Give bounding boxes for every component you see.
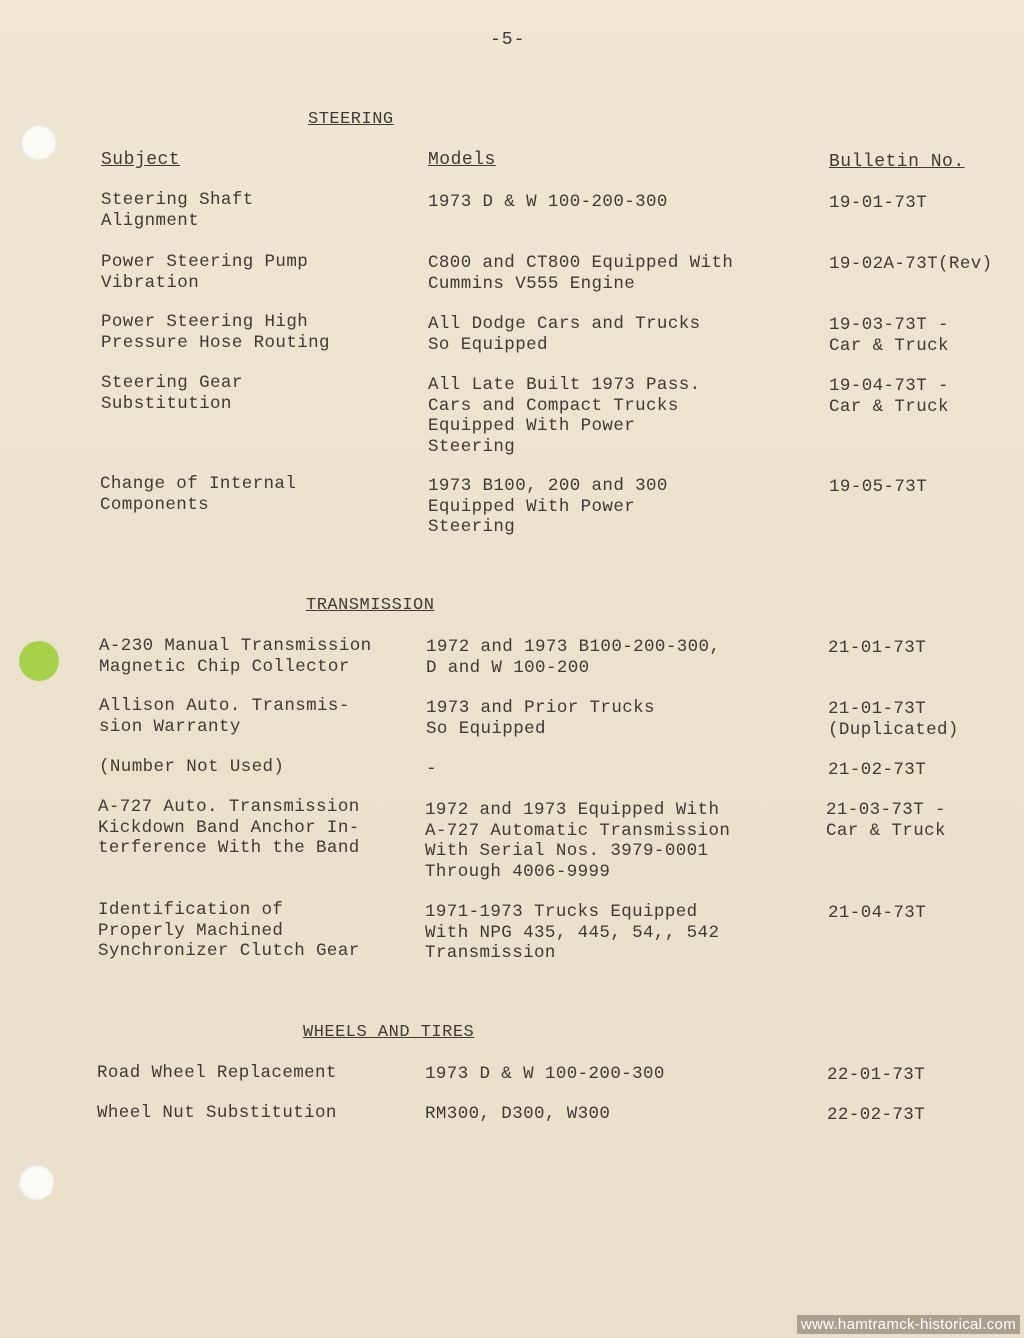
row-models: 1973 B100, 200 and 300 Equipped With Power Steering xyxy=(428,476,668,537)
row-subject: (Number Not Used) xyxy=(99,757,285,777)
row-subject: Identification of Properly Machined Synchronizer Clutch Gear xyxy=(98,900,360,961)
row-models: - xyxy=(426,759,437,779)
row-models: 1971-1973 Trucks Equipped With NPG 435, 445, 54,, 542 Transmission xyxy=(425,902,720,963)
column-header-models: Models xyxy=(428,150,496,170)
row-bulletin: 21-03-73T - Car & Truck xyxy=(826,800,946,841)
row-bulletin: 19-01-73T xyxy=(829,193,928,213)
row-bulletin: 21-01-73T xyxy=(828,638,927,658)
row-models: All Late Built 1973 Pass. Cars and Compact Trucks Equipped With Power Steering xyxy=(428,375,701,457)
row-subject: Wheel Nut Substitution xyxy=(97,1103,337,1123)
row-bulletin: 22-02-73T xyxy=(827,1105,926,1125)
row-models: C800 and CT800 Equipped With Cummins V555 Engine xyxy=(428,253,734,294)
binder-hole xyxy=(20,124,56,160)
row-models: RM300, D300, W300 xyxy=(425,1104,611,1124)
row-bulletin: 21-04-73T xyxy=(828,903,927,923)
section-title-wheels-and-tires: WHEELS AND TIRES xyxy=(303,1023,475,1042)
row-subject: Power Steering High Pressure Hose Routing xyxy=(101,312,330,353)
page-number: -5- xyxy=(490,30,526,50)
row-bulletin: 21-02-73T xyxy=(828,760,927,780)
row-subject: A-727 Auto. Transmission Kickdown Band Anchor In- terference With the Band xyxy=(98,797,360,858)
row-models: All Dodge Cars and Trucks So Equipped xyxy=(428,314,701,355)
row-subject: Steering Gear Substitution xyxy=(101,373,243,414)
row-subject: Power Steering Pump Vibration xyxy=(101,252,309,293)
row-models: 1973 D & W 100-200-300 xyxy=(428,192,668,212)
row-subject: A-230 Manual Transmission Magnetic Chip Collector xyxy=(99,636,372,677)
column-header-bulletin: Bulletin No. xyxy=(829,152,965,172)
row-models: 1972 and 1973 B100-200-300, D and W 100-200 xyxy=(426,637,721,678)
row-models: 1973 and Prior Trucks So Equipped xyxy=(426,698,655,739)
row-subject: Change of Internal Components xyxy=(100,474,297,515)
row-bulletin: 21-01-73T (Duplicated) xyxy=(828,699,959,740)
row-bulletin: 19-02A-73T(Rev) xyxy=(829,254,993,274)
row-bulletin: 19-04-73T - Car & Truck xyxy=(829,376,949,417)
row-models: 1972 and 1973 Equipped With A-727 Automatic Transmission With Serial Nos. 3979-0001 Through 4006-9999 xyxy=(425,800,731,882)
row-subject: Steering Shaft Alignment xyxy=(101,190,254,231)
row-bulletin: 19-05-73T xyxy=(829,477,928,497)
row-subject: Allison Auto. Transmis- sion Warranty xyxy=(99,696,350,737)
row-bulletin: 22-01-73T xyxy=(827,1065,926,1085)
row-bulletin: 19-03-73T - Car & Truck xyxy=(829,315,949,356)
row-subject: Road Wheel Replacement xyxy=(97,1063,337,1083)
watermark-url: www.hamtramck-historical.com xyxy=(797,1315,1020,1334)
green-dot-sticker xyxy=(19,641,59,681)
binder-hole xyxy=(18,1164,54,1200)
section-title-transmission: TRANSMISSION xyxy=(306,596,435,615)
column-header-subject: Subject xyxy=(101,150,181,170)
section-title-steering: STEERING xyxy=(308,110,394,129)
row-models: 1973 D & W 100-200-300 xyxy=(425,1064,665,1084)
